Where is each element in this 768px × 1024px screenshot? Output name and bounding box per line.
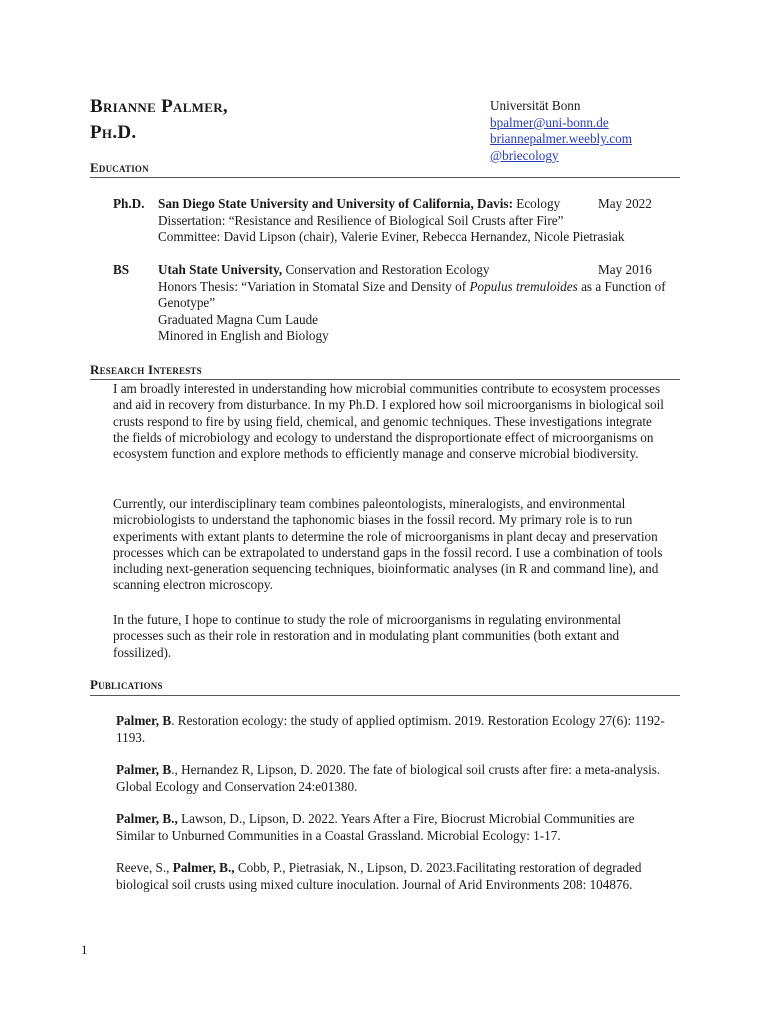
pub-citation: Cobb, P., Pietrasiak, N., Lipson, D. 2023.Facilitating restoration of degraded biological soil crusts using mixed culture inoculation. Journal of Arid Environments 208: 104876.: [116, 860, 642, 892]
publication-entry: [116, 713, 676, 746]
thesis-suffix: as a Function of Genotype”: [158, 278, 666, 310]
institution-name: San Diego State University and University of California, Davis:: [158, 196, 513, 211]
degree-date: May 2022: [598, 196, 652, 211]
pub-citation: . Restoration ecology: the study of applied optimism. 2019. Restoration Ecology 27(6): 1192-1193.: [116, 713, 665, 745]
pub-author-highlight: Palmer, B.,: [116, 811, 178, 826]
education-divider: [90, 177, 680, 178]
email-link[interactable]: bpalmer@uni-bonn.de: [490, 114, 609, 130]
twitter-link[interactable]: @briecology: [490, 147, 559, 163]
contact-block: [490, 98, 632, 164]
cv-name: [90, 94, 228, 146]
pub-author-highlight: Palmer, B: [116, 762, 172, 777]
name-line-1: Brianne Palmer,: [90, 96, 228, 117]
publication-entry: [116, 860, 676, 893]
education-heading: Education: [90, 160, 149, 175]
publications-divider: [90, 695, 680, 696]
thesis-prefix: Honors Thesis: “Variation in Stomatal Size and Density of: [158, 278, 470, 294]
affiliation: Universität Bonn: [490, 98, 581, 113]
institution-name: Utah State University,: [158, 262, 283, 277]
pub-citation: ., Hernandez R, Lipson, D. 2020. The fate of biological soil crusts after fire: a meta-analysis. Global Ecology and Conservation 24:e01380.: [116, 762, 661, 794]
committee-line: Committee: David Lipson (chair), Valerie Eviner, Rebecca Hernandez, Nicole Pietrasiak: [158, 229, 625, 244]
degree-label: BS: [113, 262, 130, 277]
field-name: Conservation and Restoration Ecology: [282, 262, 490, 277]
publication-entry: [116, 762, 676, 795]
research-paragraph: Currently, our interdisciplinary team combines paleontologists, mineralogists, and environmental microbiologists to understand the taphonomic biases in the fossil record. My primary role is to run experiments with extant plants to determine the role of microorganisms in plant decay and preservation processes which can be extrapolated to understand gaps in the fossil record. I use a combination of tools including next-generation sequencing techniques, bioinformatic analyses (in R and command line), and scanning electron microscopy.: [113, 496, 663, 593]
degree-label: Ph.D.: [113, 196, 145, 211]
publications-heading: Publications: [90, 677, 163, 692]
pub-prefix: Reeve, S.,: [116, 860, 173, 875]
dissertation-line: Dissertation: “Resistance and Resilience of Biological Soil Crusts after Fire”: [158, 212, 564, 228]
name-line-2: Ph.D.: [90, 122, 137, 143]
website-link[interactable]: briannepalmer.weebly.com: [490, 131, 632, 146]
honors-line: Graduated Magna Cum Laude: [158, 311, 319, 327]
research-paragraph: I am broadly interested in understanding how microbial communities contribute to ecosystem processes and aid in recovery from disturbance. In my Ph.D. I explored how soil microorganisms in biological soil crusts respond to fire by using field, chemical, and genomic techniques. These investigations integrate the fields of microbiology and ecology to understand the disproportionate effect of microorganisms on ecosystem function and explore methods to efficiently manage and conserve microbial biodiversity.: [113, 381, 664, 462]
pub-author-highlight: Palmer, B: [116, 713, 172, 728]
research-heading: Research Interests: [90, 362, 202, 377]
thesis-species: Populus tremuloides: [469, 278, 578, 294]
field-name: Ecology: [512, 196, 561, 211]
minor-line: Minored in English and Biology: [158, 328, 329, 343]
degree-date: May 2016: [598, 262, 652, 277]
page-number: 1: [81, 942, 88, 957]
publication-entry: [116, 811, 676, 844]
pub-citation: Lawson, D., Lipson, D. 2022. Years After a Fire, Biocrust Microbial Communities are Similar to Unburned Communities in a Coastal Grassland. Microbial Ecology: 1-17.: [116, 811, 635, 843]
research-divider: [90, 379, 680, 380]
research-paragraph: In the future, I hope to continue to study the role of microorganisms in regulating environmental processes such as their role in restoration and in modulating plant communities (both extant and fossilized).: [113, 612, 622, 660]
pub-author-highlight: Palmer, B.,: [172, 860, 235, 875]
thesis-line: [158, 279, 680, 312]
